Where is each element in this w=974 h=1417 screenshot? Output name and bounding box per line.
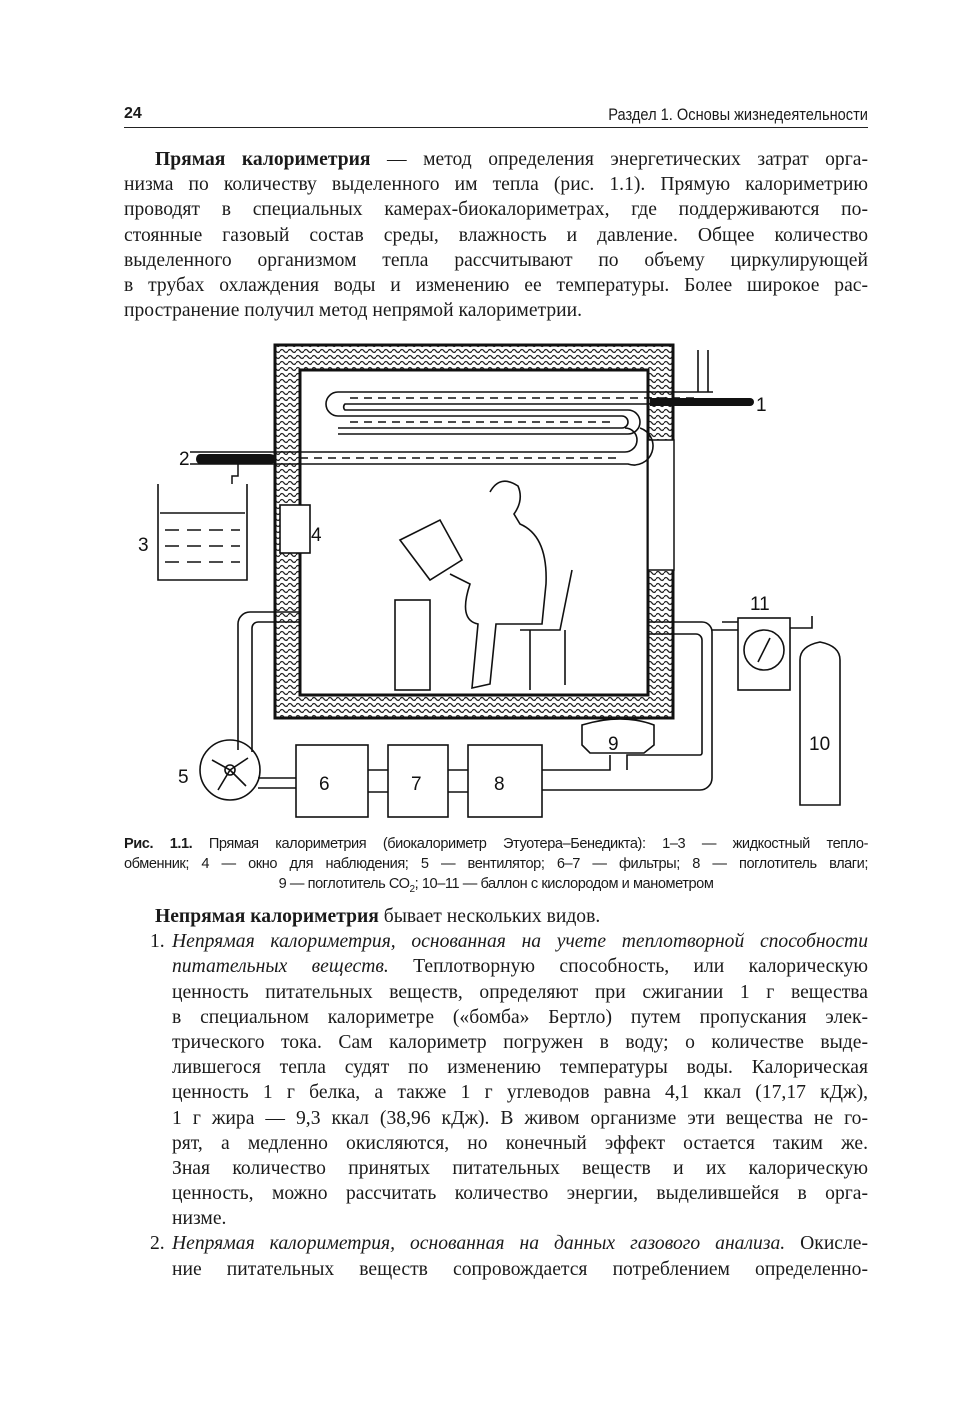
thermometer-2-icon — [196, 454, 276, 484]
label-11: 11 — [750, 594, 770, 615]
paragraph-indirect-calorimetry: Непрямая калориметрия бывает нескольких видов. 1. Непрямая калориметрия, основанная на учете теплотворной способности питательных веществ. Теплотворную способность, или калорическую ценность питательных веществ, определяют при сжигании 1 г вещества в специальном калориметре («бомба» Бертло) путем пропускания элек- трического тока. Сам калориметр погружен в воду; о количестве выде- лившегося тепла судят по изменению температуры воды. Калорическая ценность 1 г белка, а также 1 г углеводов равна 4,1 ккал (17,17 кДж), 1 г жира — 9,3 ккал (38,96 кДж). В живом организме эти вещества не го- рят, а медленно окисляются, но конечный эффект остается таким же. Зная количество принятых питательных веществ и их калорическую ценность, можно рассчитать количество энергии, выделившейся в орга- низме. 2. Непрямая калориметрия, основанная на данных газового анализа. Окисле- ние питательных веществ сопровождается потреблением определенно- — [124, 904, 868, 1282]
thermometer-1-icon — [650, 398, 754, 406]
oxygen-cylinder — [800, 642, 840, 805]
term: Прямая калориметрия — [155, 149, 371, 170]
figure-caption: Рис. 1.1. Прямая калориметрия (биокалориметр Этуотера–Бенедикта): 1–3 — жидкостный тепло- обменник; 4 — окно для наблюдения; 5 — вентилятор; 6–7 — фильтры; 8 — поглотитель влаги; 9 — поглотитель $СО_2$; 10–11 — баллон с кислородом и манометром — [124, 836, 868, 895]
label-1: 1 — [756, 395, 767, 416]
fan-icon — [200, 740, 260, 800]
section-title: Раздел 1. Основы жизнедеятельности — [608, 105, 868, 124]
label-2: 2 — [179, 449, 190, 470]
moisture-absorber — [468, 745, 542, 817]
label-7: 7 — [411, 774, 422, 795]
label-4: 4 — [311, 525, 322, 546]
observation-window — [280, 505, 310, 553]
label-8: 8 — [494, 774, 505, 795]
list-item: 2. Непрямая калориметрия, основанная на данных газового анализа. Окисле- ние питательных веществ сопровождается потреблением определенно- — [150, 1233, 868, 1280]
water-tank — [158, 484, 247, 580]
paragraph-direct-calorimetry: Прямая калориметрия — метод определения энергетических затрат орга- низма по количеству выделенного им тепла (рис. 1.1). Прямую калориметрию проводят в специальных камерах-биокалориметрах, где поддерживаются по- стоянные газовый состав среды, влажность и давление. Общее количество выделенного организмом тепла рассчитывают по объему циркулирующей в трубах охлаждения воды и изменению ее температуры. Более широкое рас- пространение получил метод непрямой калориметрии. — [124, 149, 868, 322]
list-item: 1. Непрямая калориметрия, основанная на учете теплотворной способности питательных веществ. Теплотворную способность, или калорическую ценность питательных веществ, определяют при сжигании 1 г вещества в специальном калориметре («бомба» Бертло) путем пропускания элек- трического тока. Сам калориметр погружен в воду; о количестве выде- лившегося тепла судят по изменению температуры воды. Калорическая ценность 1 г белка, а также 1 г углеводов равна 4,1 ккал (17,17 кДж), 1 г жира — 9,3 ккал (38,96 кДж). В живом организме эти вещества не го- рят, а медленно окисляются, но конечный эффект остается таким же. Зная количество принятых питательных веществ и их калорическую ценность, можно рассчитать количество энергии, выделившейся в орга- низме. — [150, 931, 869, 1230]
calorimeter-diagram — [130, 330, 850, 820]
person-illustration — [395, 481, 572, 690]
label-5: 5 — [178, 767, 189, 788]
filter-6 — [296, 745, 368, 817]
label-9: 9 — [608, 734, 619, 755]
label-10: 10 — [809, 734, 831, 755]
manometer-icon — [738, 618, 790, 690]
label-6: 6 — [319, 774, 330, 795]
running-header — [124, 103, 868, 128]
label-3: 3 — [138, 535, 149, 556]
page-number: 24 — [124, 105, 142, 122]
